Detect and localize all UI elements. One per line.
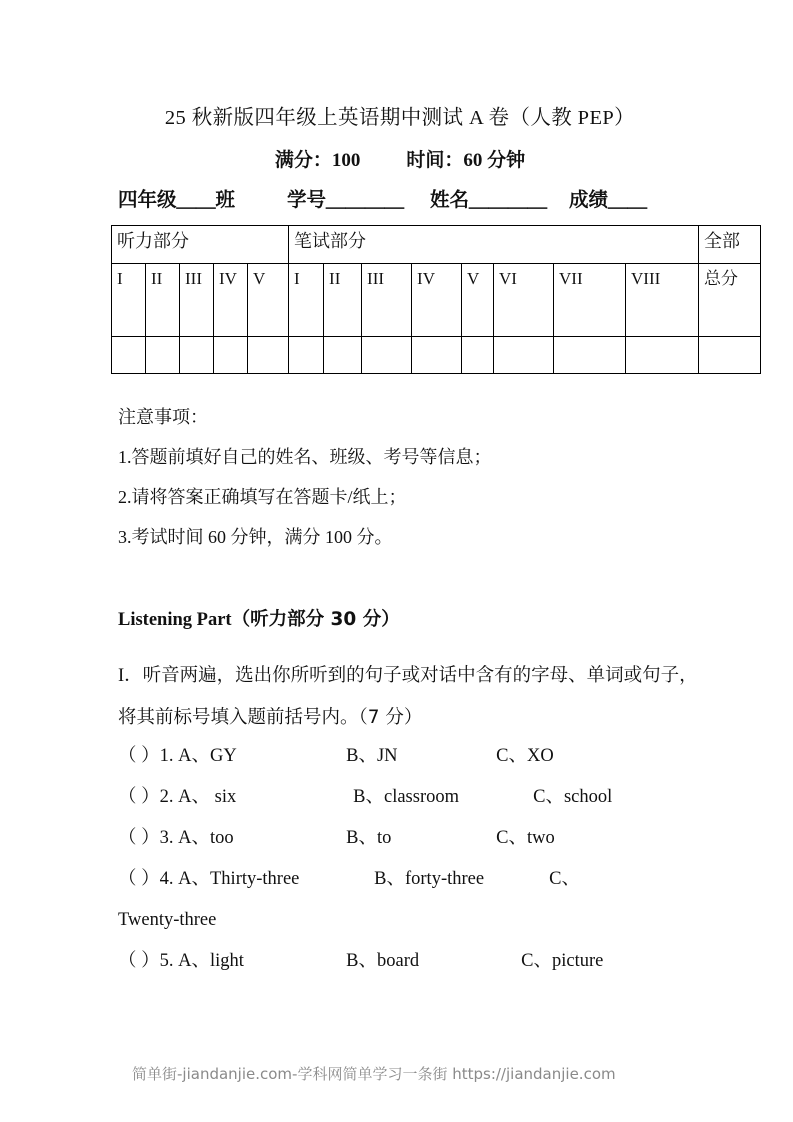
answer-bracket-5[interactable]: （ ） (118, 951, 160, 971)
option-b-2[interactable]: B、classroom (353, 787, 459, 807)
cell-listening-iii: III (180, 264, 214, 337)
instruction-body: 听音两遍，选出你所听到的句子或对话中含有的字母、单词或句子，将其前标号填入题前括号内。（7 分） (118, 665, 698, 728)
cell-written-iii: III (362, 264, 412, 337)
notes-section (118, 397, 718, 557)
score-entry-listening-iv[interactable] (214, 337, 248, 374)
option-b-4[interactable]: B、forty-three (374, 869, 485, 889)
option-c-4[interactable]: C、 (549, 869, 580, 889)
duration-label: 时间：60 分钟 (406, 150, 526, 171)
question-number-4: 4. (159, 869, 174, 889)
notes-heading: 注意事项： (118, 407, 208, 427)
table-row-question-numbers (112, 264, 761, 337)
score-entry-total[interactable] (699, 337, 761, 374)
question-number-5: 5. (159, 951, 174, 971)
footer-watermark: 简单街-jiandanjie.com-学科网简单学习一条街 https://jiandanjie.com (132, 1065, 616, 1083)
answer-bracket-4[interactable]: （ ） (118, 869, 160, 889)
score-entry-listening-ii[interactable] (146, 337, 180, 374)
listening-heading-chinese: （听力部分 30 分） (231, 609, 400, 630)
question-number-1: 1. (159, 746, 174, 766)
instruction-roman-numeral: I． (118, 666, 143, 686)
cell-total-label: 总分 (699, 264, 761, 337)
option-c-5[interactable]: C、picture (521, 951, 604, 971)
option-c-1[interactable]: C、XO (496, 746, 554, 766)
score-entry-written-ii[interactable] (324, 337, 362, 374)
score-entry-written-iv[interactable] (412, 337, 462, 374)
option-c-2[interactable]: C、school (533, 787, 613, 807)
student-score-field[interactable]: 成绩＿＿ (569, 190, 648, 211)
list-item (118, 777, 718, 818)
score-summary-table (111, 225, 761, 374)
cell-written-vii: VII (554, 264, 626, 337)
cell-written-v: V (462, 264, 494, 337)
cell-written-ii: II (324, 264, 362, 337)
listening-instruction (118, 655, 703, 738)
score-entry-written-vi[interactable] (494, 337, 554, 374)
option-b-5[interactable]: B、board (346, 951, 420, 971)
header-total-section: 全部 (699, 226, 761, 264)
score-entry-written-viii[interactable] (626, 337, 699, 374)
option-a-1[interactable]: A、GY (178, 746, 237, 766)
list-item (118, 941, 718, 982)
student-info-line (118, 184, 718, 212)
option-b-3[interactable]: B、to (346, 828, 392, 848)
listening-heading-english: Listening Part (118, 610, 232, 630)
cell-written-i: I (289, 264, 324, 337)
listening-question-list (118, 736, 718, 982)
option-a-3[interactable]: A、too (178, 828, 234, 848)
notes-item-1: 1.答题前填好自己的姓名、班级、考号等信息； (118, 447, 492, 467)
cell-listening-v: V (248, 264, 289, 337)
list-item (118, 859, 718, 941)
table-row-score-entry (112, 337, 761, 374)
header-written-section: 笔试部分 (289, 226, 699, 264)
table-row-section-headers (112, 226, 761, 264)
answer-bracket-2[interactable]: （ ） (118, 787, 160, 807)
answer-bracket-1[interactable]: （ ） (118, 746, 160, 766)
question-number-3: 3. (159, 828, 174, 848)
full-score-label: 满分：100 (274, 150, 361, 171)
score-entry-written-vii[interactable] (554, 337, 626, 374)
student-id-field[interactable]: 学号＿＿＿＿ (287, 190, 405, 211)
notes-item-3: 3.考试时间 60 分钟，满分 100 分。 (118, 527, 393, 547)
list-item (118, 736, 718, 777)
list-item (118, 818, 718, 859)
cell-listening-i: I (112, 264, 146, 337)
option-a-4[interactable]: A、Thirty-three (178, 869, 300, 889)
cell-listening-ii: II (146, 264, 180, 337)
option-a-2[interactable]: A、 six (178, 787, 237, 807)
score-entry-written-iii[interactable] (362, 337, 412, 374)
exam-meta-line (110, 145, 690, 172)
option-a-5[interactable]: A、light (178, 951, 244, 971)
option-b-1[interactable]: B、JN (346, 746, 398, 766)
grade-class-field[interactable]: 四年级＿＿班 (118, 190, 236, 211)
question-number-2: 2. (159, 787, 174, 807)
cell-listening-iv: IV (214, 264, 248, 337)
score-entry-listening-iii[interactable] (180, 337, 214, 374)
score-entry-written-i[interactable] (289, 337, 324, 374)
page-title: 25 秋新版四年级上英语期中测试 A 卷（人教 PEP） (164, 107, 636, 129)
cell-written-viii: VIII (626, 264, 699, 337)
option-c-4-continuation[interactable]: Twenty-three (118, 910, 217, 930)
notes-item-2: 2.请将答案正确填写在答题卡/纸上； (118, 487, 407, 507)
option-c-3[interactable]: C、two (496, 828, 555, 848)
listening-section-heading (118, 605, 400, 631)
student-name-field[interactable]: 姓名＿＿＿＿ (430, 190, 548, 211)
answer-bracket-3[interactable]: （ ） (118, 828, 160, 848)
score-entry-listening-v[interactable] (248, 337, 289, 374)
score-entry-written-v[interactable] (462, 337, 494, 374)
cell-written-vi: VI (494, 264, 554, 337)
score-entry-listening-i[interactable] (112, 337, 146, 374)
header-listening-section: 听力部分 (112, 226, 289, 264)
cell-written-iv: IV (412, 264, 462, 337)
